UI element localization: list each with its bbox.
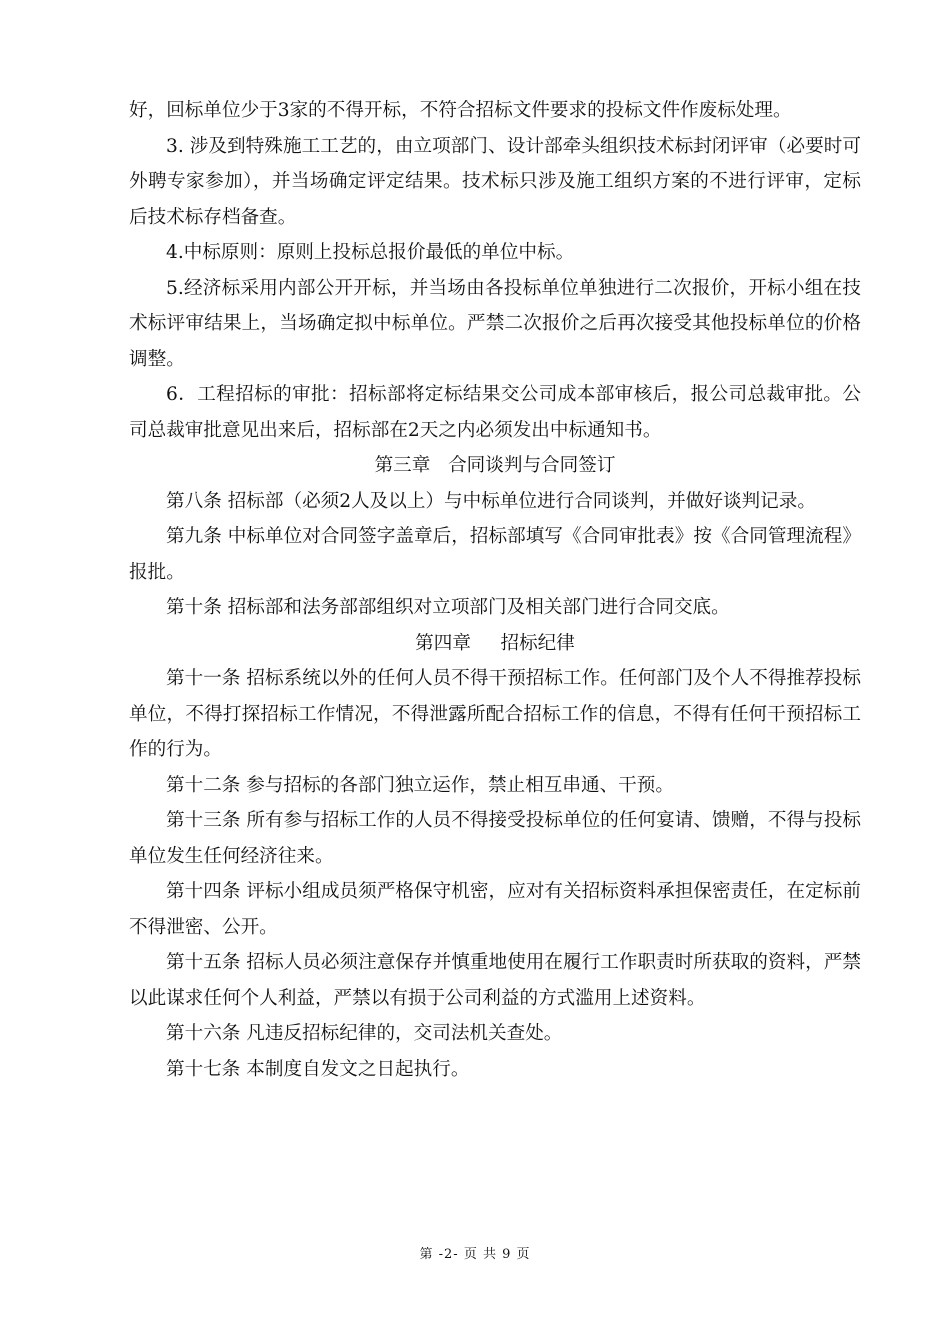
article-10: 第十条 招标部和法务部部组织对立项部门及相关部门进行合同交底。 <box>166 597 730 618</box>
article-12: 第十二条 参与招标的各部门独立运作，禁止相互串通、干预。 <box>166 774 674 796</box>
article-14: 第十四条 评标小组成员须严格保守机密，应对有关招标资料承担保密责任，在定标前不得泄密、公开。 <box>129 881 861 938</box>
article-17: 第十七条 本制度自发文之日起执行。 <box>166 1058 470 1080</box>
article-13: 第十三条 所有参与招标工作的人员不得接受投标单位的任何宴请、馈赠，不得与投标单位发生任何经济往来。 <box>129 810 861 867</box>
article-9: 第九条 中标单位对合同签字盖章后，招标部填写《合同审批表》按《合同管理流程》报批。 <box>129 526 861 583</box>
article-15: 第十五条 招标人员必须注意保存并慎重地使用在履行工作职责时所获取的资料，严禁以此谋求任何个人利益，严禁以有损于公司利益的方式滥用上述资料。 <box>129 952 861 1009</box>
page-footer: 第 -2- 页 共 9 页 <box>419 1247 531 1262</box>
paragraph-2: 3. 涉及到特殊施工工艺的，由立项部门、设计部牵头组织技术标封闭评审（必要时可外聘专家参加），并当场确定评定结果。技术标只涉及施工组织方案的不进行评审，定标后技术标存档备查。 <box>129 135 861 228</box>
chapter-heading-3: 第三章 合同谈判与合同签订 <box>374 455 616 476</box>
article-16: 第十六条 凡违反招标纪律的，交司法机关查处。 <box>166 1023 563 1044</box>
article-8: 第八条 招标部（必须2人及以上）与中标单位进行合同谈判，并做好谈判记录。 <box>166 490 816 512</box>
paragraph-1: 好，回标单位少于3家的不得开标，不符合招标文件要求的投标文件作废标处理。 <box>129 100 792 121</box>
paragraph-5: 6．工程招标的审批：招标部将定标结果交公司成本部审核后，报公司总裁审批。公司总裁审批意见出来后，招标部在2天之内必须发出中标通知书。 <box>129 384 861 441</box>
chapter-heading-4: 第四章 招标纪律 <box>415 632 575 654</box>
article-11: 第十一条 招标系统以外的任何人员不得干预招标工作。任何部门及个人不得推荐投标单位，不得打探招标工作情况，不得泄露所配合招标工作的信息，不得有任何干预招标工作的行为。 <box>129 668 861 760</box>
document-body <box>129 93 861 1087</box>
paragraph-3: 4.中标原则：原则上投标总报价最低的单位中标。 <box>166 242 575 263</box>
paragraph-4: 5.经济标采用内部公开开标，并当场由各投标单位单独进行二次报价，开标小组在技术标评审结果上，当场确定拟中标单位。严禁二次报价之后再次接受其他投标单位的价格调整。 <box>129 277 861 370</box>
